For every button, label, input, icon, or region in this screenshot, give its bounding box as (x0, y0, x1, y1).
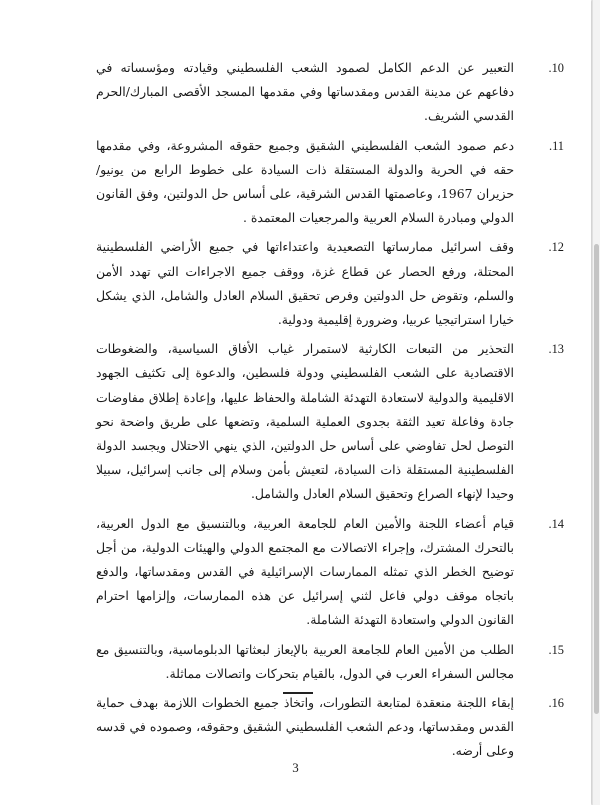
item-text: قيام أعضاء اللجنة والأمين العام للجامعة العربية، وبالتنسيق مع الدول العربية، بالتحرك المشترك، وإجراء الاتصالات مع المجتمع الدولي والهيئات الدولية، من أجل توضيح الخطر الذي تمثله الممارسات الإسرائيلية في القدس ومقدساتها، والدفع باتجاه موقف دولي فاعل لثني إسرائيل عن هذه الممارسات، وإلزامها احترام القانون الدولي واستعادة التهدئة الشاملة. (96, 515, 514, 628)
list-item (96, 691, 564, 764)
item-text: التعبير عن الدعم الكامل لصمود الشعب الفلسطيني وقيادته ومؤسساته في دفاعهم عن مدينة القدس ومقدساتها وفي مقدمها المسجد الأقصى المبارك/الحرم القدسي الشريف. (96, 60, 514, 124)
item-number: .13 (548, 342, 564, 357)
end-divider (283, 692, 313, 694)
item-text: التحذير من التبعات الكارثية لاستمرار غياب الأفاق السياسية، والضغوطات الاقتصادية على الشعب الفلسطيني ودولة فلسطين، والدعوة إلى تكثيف الجهود الاقليمية والدولية لاستعادة التهدئة الشاملة والحفاظ عليها، وإعادة إطلاق مفاوضات جادة وفاعلة تعيد الثقة بجدوى العملية السلمية، وتضعها على طريق واضحة نحو التوصل لحل تفاوضي على أساس حل الدولتين، الذي ينهي الاحتلال ويجسد الدولة الفلسطينية المستقلة ذات السيادة، لتعيش بأمن وسلام إلى جانب إسرائيل، سبيلا وحيدا لإنهاء الصراع وتحقيق السلام العادل والشامل. (96, 341, 514, 502)
vertical-scrollbar[interactable] (592, 0, 600, 805)
item-number: .16 (548, 696, 564, 711)
scrollbar-thumb[interactable] (594, 244, 599, 714)
resolution-list (96, 56, 564, 769)
item-text: الطلب من الأمين العام للجامعة العربية بالإيعاز لبعثاتها الدبلوماسية، وبالتنسيق مع مجالس السفراء العرب في الدول، بالقيام بتحركات واتصالات مماثلة. (96, 641, 514, 681)
item-text: إبقاء اللجنة منعقدة لمتابعة التطورات، واتخاذ جميع الخطوات اللازمة بهدف حماية القدس ومقدساتها، ودعم الشعب الفلسطيني الشقيق وحقوقه، وصموده في قدسه وعلى أرضه. (96, 695, 514, 759)
item-number: .10 (548, 61, 564, 75)
list-item (96, 638, 564, 686)
list-item (96, 56, 564, 129)
item-number: .11 (548, 138, 564, 153)
list-item (96, 235, 564, 332)
item-text: وقف اسرائيل ممارساتها التصعيدية واعتداءاتها في جميع الأراضي الفلسطينية المحتلة، ورفع الحصار عن قطاع غزة، ووقف جميع الاجراءات التي تهدد الأمن والسلم، وتقوض حل الدولتين وفرص تحقيق السلام العادل والشامل، الذي يشكل خيارا استراتيجيا عربيا، وضرورة إقليمية ودولية. (96, 239, 514, 328)
item-text: دعم صمود الشعب الفلسطيني الشقيق وجميع حقوقه المشروعة، وفي مقدمها حقه في الحرية والدولة المستقلة ذات السيادة على خطوط الرابع من يونيو/ حزيران 1967، وعاصمتها القدس الشرقية، على أساس حل الدولتين، وفق القانون الدولي ومبادرة السلام العربية والمرجعيات المعتمدة . (96, 137, 515, 226)
page-number: 3 (292, 760, 299, 775)
list-item (96, 134, 564, 231)
item-number: .14 (548, 516, 564, 531)
list-item (96, 512, 564, 633)
item-number: .15 (548, 642, 564, 657)
item-number: .12 (548, 240, 564, 255)
list-item (96, 337, 564, 506)
